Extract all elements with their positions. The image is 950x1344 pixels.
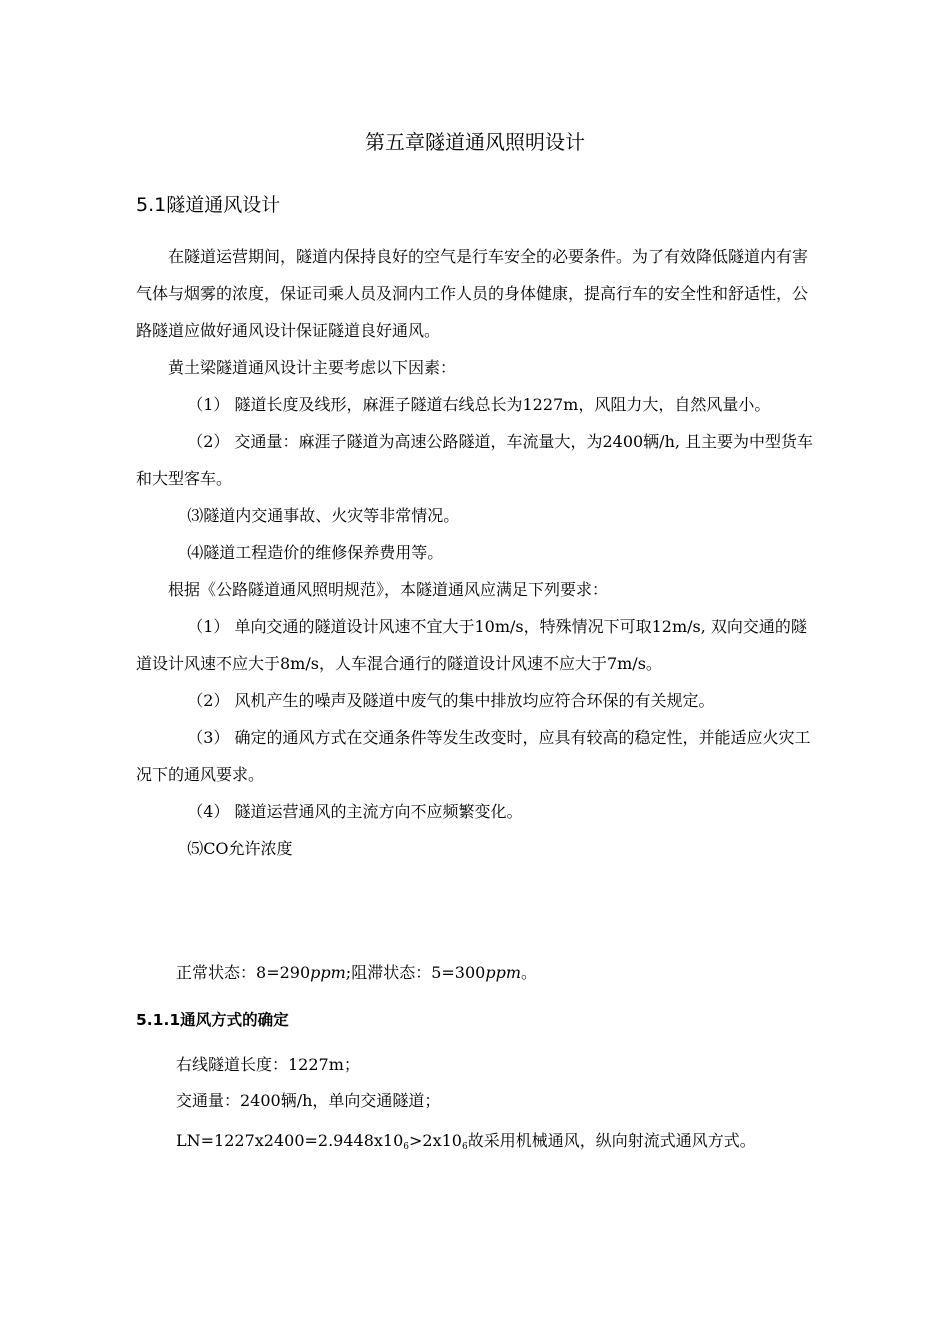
exponent: 6 (461, 1142, 468, 1152)
co-normal-value: 8=290 (256, 963, 311, 982)
co-blocked-value: 5=300 (431, 963, 486, 982)
section-heading: 5.1隧道通风设计 (136, 194, 281, 216)
paragraph: （3） 确定的通风方式在交通条件等发生改变时，应具有较高的稳定性，并能适应火灾工况下的通风要求。 (136, 728, 811, 784)
paragraph: 根据《公路隧道通风照明规范》，本隧道通风应满足下列要求： (168, 580, 609, 599)
formula-line (176, 1128, 756, 1152)
paragraph: （4） 隧道运营通风的主流方向不应频繁变化。 (187, 802, 523, 821)
tunnel-length: 右线隧道长度：1227m； (176, 1055, 360, 1074)
paragraph: （2） 风机产生的噪声及隧道中废气的集中排放均应符合环保的有关规定。 (187, 691, 715, 710)
paragraph: （1） 单向交通的隧道设计风速不宜大于10m/s，特殊情况下可取12m/s, 双向交通的隧道设计风速不应大于8m/s，人车混合通行的隧道设计风速不应大于7m/s。 (136, 617, 807, 673)
paragraph: ⑷隧道工程造价的维修保养费用等。 (187, 543, 444, 562)
paragraph: 黄土梁隧道通风设计主要考虑以下因素： (168, 358, 457, 377)
exponent: 6 (403, 1142, 409, 1152)
formula-part: >2x10 (409, 1131, 462, 1150)
subsection-heading: 5.1.1通风方式的确定 (136, 1011, 289, 1029)
co-end: 。 (520, 963, 537, 982)
paragraph: ⑸CO允许浓度 (187, 839, 293, 858)
chapter-title: 第五章隧道通风照明设计 (365, 130, 585, 154)
paragraph: （1） 隧道长度及线形，麻涯子隧道右线总长为1227m，风阻力大，自然风量小。 (187, 395, 771, 414)
co-mid: ;阻滞状态： (345, 963, 432, 982)
co-prefix: 正常状态： (176, 963, 257, 982)
formula-part: LN=1227x2400=2.9448x10 (176, 1131, 404, 1150)
traffic-volume: 交通量：2400辆/h，单向交通隧道； (176, 1091, 441, 1110)
paragraph: ⑶隧道内交通事故、火灾等非常情况。 (187, 506, 460, 525)
co-unit: ppm (310, 963, 346, 982)
body-block-1 (136, 238, 816, 867)
co-concentration-line (176, 960, 537, 983)
paragraph: 在隧道运营期间，隧道内保持良好的空气是行车安全的必要条件。为了有效降低隧道内有害气体与烟雾的浓度，保证司乘人员及洞内工作人员的身体健康，提高行车的安全性和舒适性，公路隧道应做好通风设计保证隧道良好通风。 (136, 247, 809, 340)
formula-conclusion: 故采用机械通风，纵向射流式通风方式。 (467, 1131, 756, 1150)
paragraph: （2） 交通量：麻涯子隧道为高速公路隧道，车流量大，为2400辆/h, 且主要为中型货车和大型客车。 (136, 432, 814, 488)
co-unit: ppm (485, 963, 521, 982)
